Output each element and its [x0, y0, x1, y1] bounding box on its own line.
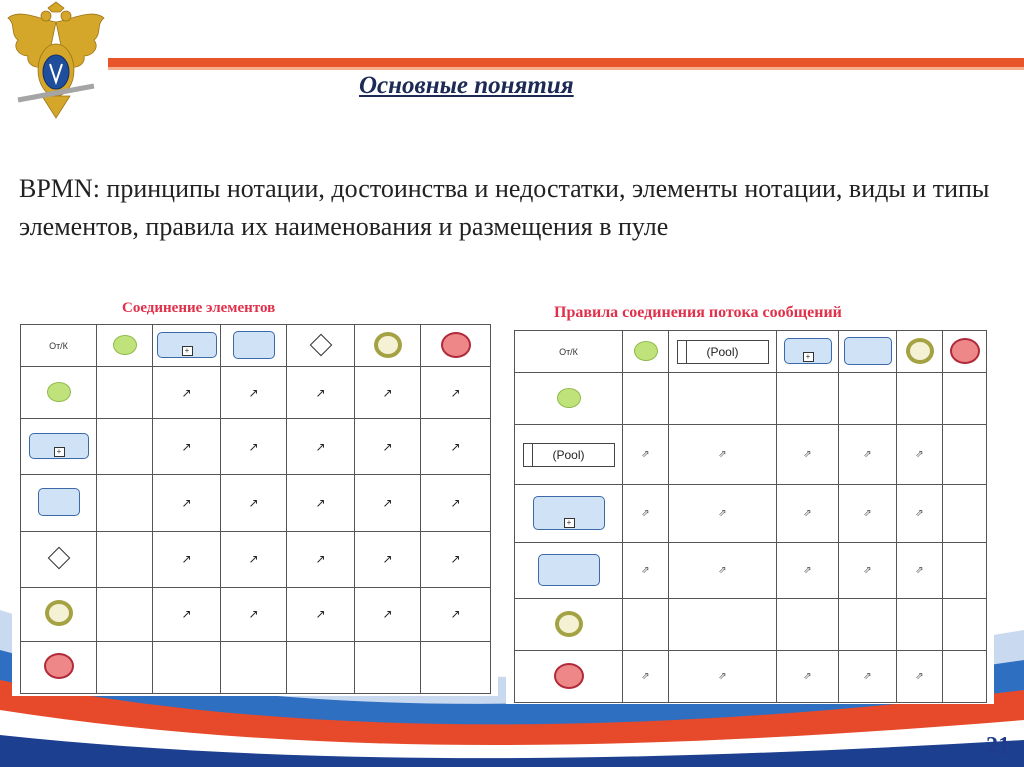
pool-label: (Pool) — [706, 344, 739, 359]
message-flow-table-panel — [506, 300, 994, 704]
sequence-flow-icon: ↗ — [382, 385, 393, 400]
connection-table-title: Соединение элементов — [122, 300, 276, 316]
table-cell — [221, 475, 287, 531]
message-flow-icon: ⇗ — [718, 565, 727, 576]
sequence-flow-icon: ↗ — [315, 385, 326, 400]
header-subprocess — [777, 331, 839, 373]
task-icon — [38, 488, 80, 516]
table-cell — [777, 485, 839, 543]
subprocess-icon: + — [29, 433, 89, 459]
table-cell — [97, 641, 153, 693]
message-flow-icon: ⇗ — [915, 508, 924, 519]
task-icon — [538, 554, 600, 586]
table-cell — [355, 587, 421, 641]
table-cell — [897, 651, 943, 703]
end-event-icon — [441, 332, 471, 358]
sequence-flow-icon: ↗ — [450, 439, 461, 454]
sequence-flow-icon: ↗ — [450, 607, 461, 622]
table-cell — [97, 587, 153, 641]
sequence-flow-icon: ↗ — [315, 607, 326, 622]
end-event-icon — [950, 338, 980, 364]
task-icon — [233, 331, 275, 359]
table-cell — [421, 587, 491, 641]
header-stripe-light — [108, 67, 1024, 70]
table-cell — [97, 419, 153, 475]
header-intermediate-event — [355, 325, 421, 367]
sequence-flow-icon: ↗ — [248, 495, 259, 510]
header-intermediate-event — [897, 331, 943, 373]
row-subprocess — [21, 419, 97, 475]
table-cell — [421, 641, 491, 693]
table-cell — [421, 475, 491, 531]
table-cell — [153, 641, 221, 693]
intermediate-event-icon — [374, 332, 402, 358]
sequence-flow-icon: ↗ — [450, 385, 461, 400]
pool-label: (Pool) — [552, 447, 585, 462]
table-cell — [669, 543, 777, 599]
table-cell — [669, 599, 777, 651]
table-cell — [221, 587, 287, 641]
header-subprocess — [153, 325, 221, 367]
row-gateway — [21, 531, 97, 587]
table-cell — [777, 543, 839, 599]
table-cell — [897, 543, 943, 599]
table-cell — [897, 485, 943, 543]
message-flow-icon: ⇗ — [718, 671, 727, 682]
table-cell — [355, 419, 421, 475]
row-intermediate-event — [21, 587, 97, 641]
sequence-flow-icon: ↗ — [315, 552, 326, 567]
sequence-flow-icon: ↗ — [248, 607, 259, 622]
table-cell — [153, 419, 221, 475]
sequence-flow-icon: ↗ — [450, 552, 461, 567]
table-cell — [943, 425, 987, 485]
table-cell — [153, 587, 221, 641]
table-cell — [97, 531, 153, 587]
table-cell — [421, 531, 491, 587]
intermediate-event-icon — [45, 600, 73, 626]
message-flow-icon: ⇗ — [863, 671, 872, 682]
message-flow-icon: ⇗ — [641, 508, 650, 519]
sequence-flow-icon: ↗ — [248, 439, 259, 454]
message-flow-icon: ⇗ — [863, 449, 872, 460]
sequence-flow-icon: ↗ — [181, 607, 192, 622]
row-task — [515, 543, 623, 599]
subprocess-icon: + — [533, 496, 605, 530]
table-cell — [623, 425, 669, 485]
sequence-flow-icon: ↗ — [315, 495, 326, 510]
message-flow-icon: ⇗ — [641, 449, 650, 460]
page-number: 21 — [986, 733, 1010, 759]
corner-cell: От/К — [515, 331, 623, 373]
table-cell — [355, 531, 421, 587]
start-event-icon — [634, 341, 658, 361]
message-flow-table — [514, 330, 987, 703]
row-end-event — [21, 641, 97, 693]
message-flow-icon: ⇗ — [803, 508, 812, 519]
row-end-event — [515, 651, 623, 703]
sequence-flow-icon: ↗ — [248, 385, 259, 400]
header-stripe — [108, 58, 1024, 67]
table-cell — [97, 367, 153, 419]
row-subprocess — [515, 485, 623, 543]
table-cell — [355, 641, 421, 693]
message-flow-icon: ⇗ — [641, 671, 650, 682]
row-start-event — [515, 373, 623, 425]
table-cell — [421, 367, 491, 419]
end-event-icon — [554, 663, 584, 689]
table-cell — [623, 651, 669, 703]
sequence-flow-icon: ↗ — [181, 552, 192, 567]
subprocess-icon: + — [784, 338, 832, 364]
table-cell — [221, 531, 287, 587]
table-cell — [897, 425, 943, 485]
table-cell — [943, 485, 987, 543]
connection-table — [20, 324, 491, 694]
table-cell — [839, 425, 897, 485]
header-task — [839, 331, 897, 373]
end-event-icon — [44, 653, 74, 679]
table-cell — [839, 373, 897, 425]
table-cell — [777, 599, 839, 651]
coat-of-arms-emblem — [2, 0, 110, 125]
task-icon — [844, 337, 892, 365]
start-event-icon — [557, 388, 581, 408]
message-flow-icon: ⇗ — [915, 565, 924, 576]
message-flow-icon: ⇗ — [863, 565, 872, 576]
table-cell — [287, 641, 355, 693]
table-cell — [777, 651, 839, 703]
message-flow-icon: ⇗ — [803, 671, 812, 682]
table-cell — [839, 651, 897, 703]
table-cell — [221, 419, 287, 475]
sequence-flow-icon: ↗ — [382, 495, 393, 510]
start-event-icon — [113, 335, 137, 355]
table-cell — [287, 475, 355, 531]
slide-title: Основные понятия — [359, 72, 574, 99]
message-flow-icon: ⇗ — [718, 449, 727, 460]
header-pool — [669, 331, 777, 373]
table-cell — [355, 367, 421, 419]
message-flow-icon: ⇗ — [803, 565, 812, 576]
sequence-flow-icon: ↗ — [248, 552, 259, 567]
table-cell — [287, 419, 355, 475]
connection-table-panel — [12, 296, 498, 696]
table-cell — [839, 485, 897, 543]
row-task — [21, 475, 97, 531]
table-cell — [839, 543, 897, 599]
message-flow-icon: ⇗ — [915, 671, 924, 682]
message-flow-icon: ⇗ — [718, 508, 727, 519]
gateway-icon — [309, 333, 332, 356]
table-cell — [669, 485, 777, 543]
table-cell — [97, 475, 153, 531]
table-cell — [777, 373, 839, 425]
table-cell — [287, 587, 355, 641]
table-cell — [153, 531, 221, 587]
sequence-flow-icon: ↗ — [450, 495, 461, 510]
subprocess-icon: + — [157, 332, 217, 358]
header-end-event — [943, 331, 987, 373]
row-intermediate-event — [515, 599, 623, 651]
pool-icon — [523, 443, 615, 467]
sequence-flow-icon: ↗ — [181, 439, 192, 454]
sequence-flow-icon: ↗ — [382, 552, 393, 567]
table-cell — [421, 419, 491, 475]
table-cell — [153, 475, 221, 531]
table-cell — [669, 651, 777, 703]
table-cell — [777, 425, 839, 485]
table-cell — [943, 373, 987, 425]
table-cell — [839, 599, 897, 651]
table-cell — [943, 599, 987, 651]
header-start-event — [623, 331, 669, 373]
sequence-flow-icon: ↗ — [315, 439, 326, 454]
intro-paragraph: BPMN: принципы нотации, достоинства и недостатки, элементы нотации, виды и типы элементов, правила их наименования и размещения в пуле — [19, 174, 990, 241]
table-cell — [669, 425, 777, 485]
table-cell — [153, 367, 221, 419]
table-cell — [221, 641, 287, 693]
row-start-event — [21, 367, 97, 419]
intermediate-event-icon — [555, 611, 583, 637]
row-pool — [515, 425, 623, 485]
sequence-flow-icon: ↗ — [181, 385, 192, 400]
header-start-event — [97, 325, 153, 367]
start-event-icon — [47, 382, 71, 402]
corner-cell: От/К — [21, 325, 97, 367]
header-end-event — [421, 325, 491, 367]
header-gateway — [287, 325, 355, 367]
table-cell — [623, 485, 669, 543]
table-cell — [287, 531, 355, 587]
gateway-icon — [47, 547, 70, 570]
table-cell — [623, 373, 669, 425]
pool-icon — [677, 340, 769, 364]
table-cell — [943, 543, 987, 599]
message-flow-table-title: Правила соединения потока сообщений — [554, 304, 842, 321]
table-cell — [897, 599, 943, 651]
sequence-flow-icon: ↗ — [382, 607, 393, 622]
table-cell — [623, 543, 669, 599]
sequence-flow-icon: ↗ — [382, 439, 393, 454]
intermediate-event-icon — [906, 338, 934, 364]
message-flow-icon: ⇗ — [803, 449, 812, 460]
header-task — [221, 325, 287, 367]
table-cell — [355, 475, 421, 531]
table-cell — [897, 373, 943, 425]
sequence-flow-icon: ↗ — [181, 495, 192, 510]
message-flow-icon: ⇗ — [641, 565, 650, 576]
message-flow-icon: ⇗ — [915, 449, 924, 460]
table-cell — [623, 599, 669, 651]
message-flow-icon: ⇗ — [863, 508, 872, 519]
table-cell — [943, 651, 987, 703]
table-cell — [287, 367, 355, 419]
table-cell — [221, 367, 287, 419]
table-cell — [669, 373, 777, 425]
